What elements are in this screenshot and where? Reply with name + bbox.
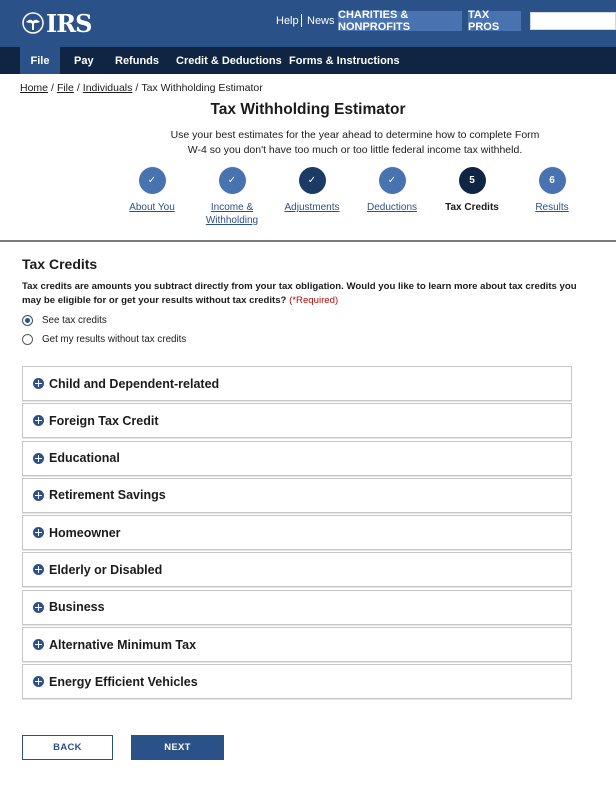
tax-pros-button[interactable]: TAX PROS [468, 11, 521, 31]
breadcrumb-separator: / [76, 82, 80, 94]
breadcrumb-file[interactable]: File [56, 82, 74, 94]
page-intro: Use your best estimates for the year ahead to determine how to complete Form W-4 so you don't have too much or too little federal income tax withheld. [170, 129, 540, 156]
breadcrumb-separator: / [135, 82, 139, 94]
eagle-icon [22, 12, 44, 34]
step-tax-credits [432, 167, 512, 214]
tax-credits-description [22, 280, 582, 308]
step-adjustments[interactable] [272, 167, 352, 214]
accordion-retirement-savings[interactable] [22, 478, 572, 513]
check-icon: ✓ [379, 167, 406, 194]
step-label[interactable]: Results [535, 202, 569, 213]
check-icon: ✓ [219, 167, 246, 194]
tax-credits-accordion [22, 366, 572, 702]
utility-separator [301, 14, 302, 27]
accordion-alternative-minimum-tax[interactable] [22, 627, 572, 662]
breadcrumb-current: Tax Withholding Estimator [141, 82, 263, 94]
accordion-label[interactable]: Educational [49, 451, 120, 466]
page-title: Tax Withholding Estimator [210, 101, 406, 118]
section-divider [0, 240, 616, 242]
step-about-you[interactable] [112, 167, 192, 214]
accordion-label[interactable]: Elderly or Disabled [49, 562, 163, 577]
accordion-child-dependent[interactable] [22, 366, 572, 401]
description-text: Tax credits are amounts you subtract directly from your tax obligation. Would you like to learn more about tax credits you may be eligible for or get your results without tax credits? [22, 281, 577, 306]
next-button[interactable]: NEXT [131, 735, 224, 760]
accordion-label[interactable]: Child and Dependent-related [49, 376, 220, 391]
charities-nonprofits-button[interactable]: CHARITIES & NONPROFITS [338, 11, 462, 31]
nav-credit-deductions[interactable]: Credit & Deductions [176, 54, 282, 67]
radio-results-without-credits[interactable] [22, 334, 186, 345]
accordion-label[interactable]: Alternative Minimum Tax [49, 637, 197, 652]
plus-circle-icon [33, 453, 44, 464]
nav-pay[interactable]: Pay [74, 54, 94, 67]
plus-circle-icon [33, 378, 44, 389]
search-input[interactable] [530, 12, 616, 30]
accordion-educational[interactable] [22, 441, 572, 476]
main-nav [0, 47, 616, 74]
step-deductions[interactable] [352, 167, 432, 214]
accordion-label[interactable]: Business [49, 600, 105, 615]
step-number: 6 [539, 167, 566, 194]
step-results[interactable] [512, 167, 592, 214]
step-number: 5 [459, 167, 486, 194]
irs-logo[interactable] [22, 9, 92, 37]
accordion-homeowner[interactable] [22, 515, 572, 550]
step-label[interactable]: Income & Withholding [205, 202, 259, 226]
help-link[interactable]: Help [276, 15, 299, 27]
breadcrumb-separator: / [51, 82, 54, 94]
step-income-withholding[interactable] [192, 167, 272, 227]
radio-see-tax-credits[interactable] [22, 315, 107, 326]
plus-circle-icon [33, 490, 44, 501]
accordion-business[interactable] [22, 590, 572, 625]
nav-file[interactable]: File [20, 47, 60, 74]
accordion-foreign-tax-credit[interactable] [22, 403, 572, 438]
radio-button[interactable] [22, 315, 33, 326]
accordion-energy-efficient-vehicles[interactable] [22, 664, 572, 699]
plus-circle-icon [33, 602, 44, 613]
step-label: Tax Credits [445, 202, 499, 213]
breadcrumb-home[interactable]: Home [20, 82, 49, 94]
plus-circle-icon [33, 564, 44, 575]
accordion-label[interactable]: Homeowner [49, 525, 121, 540]
radio-label[interactable]: See tax credits [42, 315, 107, 326]
breadcrumb-individuals[interactable]: Individuals [82, 82, 133, 94]
plus-circle-icon [33, 527, 44, 538]
check-icon: ✓ [299, 167, 326, 194]
radio-button[interactable] [22, 334, 33, 345]
plus-circle-icon [33, 415, 44, 426]
breadcrumb [20, 82, 263, 94]
header-top-bar [0, 0, 616, 47]
logo-text: IRS [46, 8, 92, 38]
check-icon: ✓ [139, 167, 166, 194]
back-button[interactable]: BACK [22, 735, 113, 760]
step-label[interactable]: Adjustments [284, 202, 340, 213]
plus-circle-icon [33, 676, 44, 687]
plus-circle-icon [33, 639, 44, 650]
news-link[interactable]: News [307, 15, 335, 27]
nav-forms-instructions[interactable]: Forms & Instructions [289, 54, 400, 67]
accordion-elderly-disabled[interactable] [22, 552, 572, 587]
accordion-label[interactable]: Foreign Tax Credit [49, 413, 159, 428]
accordion-label[interactable]: Energy Efficient Vehicles [49, 674, 198, 689]
radio-label[interactable]: Get my results without tax credits [42, 334, 187, 345]
nav-refunds[interactable]: Refunds [115, 54, 159, 67]
required-label: (*Required) [289, 295, 339, 306]
tax-credits-heading: Tax Credits [22, 256, 98, 272]
step-label[interactable]: About You [129, 202, 175, 213]
step-label[interactable]: Deductions [366, 202, 418, 213]
accordion-label[interactable]: Retirement Savings [49, 488, 166, 503]
